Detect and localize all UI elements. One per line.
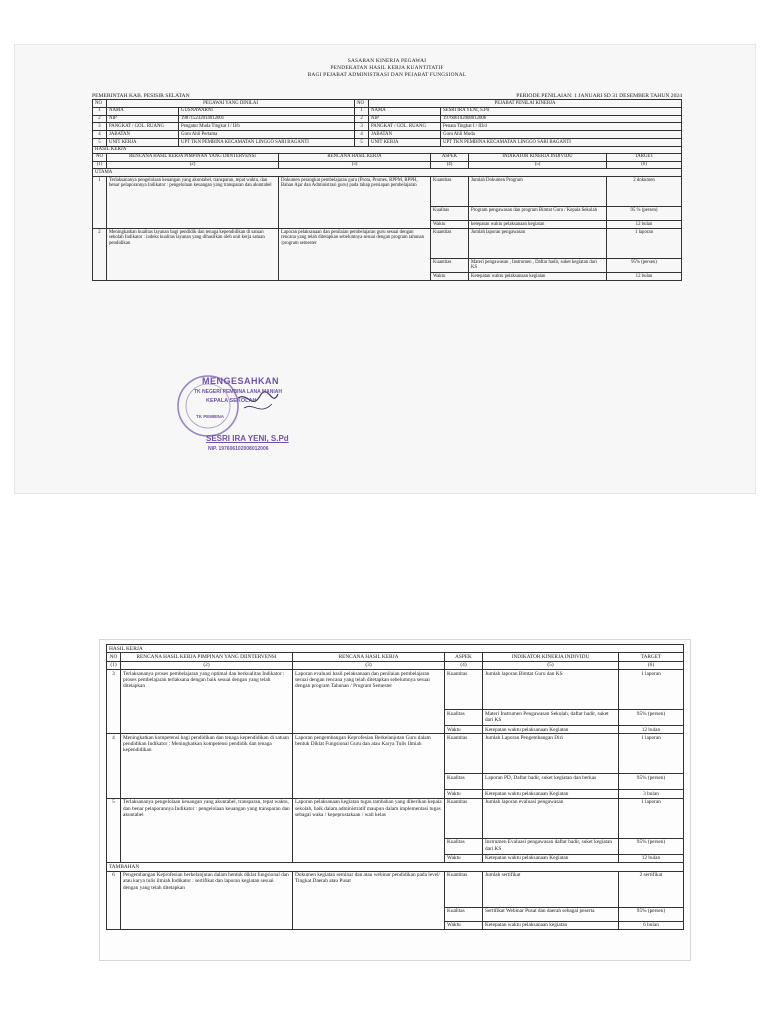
cell-aspek: Waktu xyxy=(445,921,483,929)
cell-indikator: Jumlah laporan Bimtat Guru dan KS xyxy=(483,669,619,709)
cell-pimpinan: Meningkatkan kualitas layanan bagi pendidik dan tenaga kependidikan di satuan sekolah Indikator : indeks kualitas layanan yang dihasilkan oleh unit kerja satuan pendidikan xyxy=(107,229,279,281)
skp-document-page-1 xyxy=(92,58,682,281)
col-number: (6) xyxy=(619,661,684,669)
identity-cell-no: 4 xyxy=(93,131,107,139)
col-header: RENCANA HASIL KERJA xyxy=(279,153,431,161)
work-row xyxy=(107,871,684,907)
col-number: (6) xyxy=(607,161,682,169)
cell-aspek: Kualitas xyxy=(445,774,483,790)
cell-aspek: Kuantitas xyxy=(431,259,469,273)
stamp-role: KEPALA SEKOLAH xyxy=(206,398,257,404)
section-utama: UTAMA xyxy=(93,169,682,177)
cell-aspek: Kuantitas xyxy=(431,177,469,207)
col-header: PEJABAT PENILAI KINERJA xyxy=(369,100,682,108)
col-header: NO xyxy=(107,653,121,661)
identity-cell-value2: UPT TKN PEMBINA KECAMATAN LINGGO SARI BAGANTI xyxy=(441,138,682,146)
cell-aspek: Waktu xyxy=(445,790,483,798)
cell-indikator: Laporan PD, Daftar hadir, suket kegiatan dan berkas xyxy=(483,774,619,790)
stamp-seal-text: TK PEMBINA xyxy=(196,414,224,419)
cell-target: 95% (persen) xyxy=(619,907,684,921)
cell-target: 95% (persen) xyxy=(619,774,684,790)
col-number: (3) xyxy=(293,661,445,669)
identity-cell-label: NIP xyxy=(107,115,179,123)
cell-rencana: Laporan pelaksanaan dan penilaian pembelajaran guru sesuai dengan rencana yang telah ditetapkan sebelumnya sesuai dengan program tahunan /program semester xyxy=(279,229,431,281)
col-number: (2) xyxy=(121,661,293,669)
identity-cell-no: 1 xyxy=(93,107,107,115)
cell-aspek: Kuantitas xyxy=(445,798,483,838)
section-hasil-kerja: HASIL KERJA xyxy=(92,147,682,153)
approval-stamp xyxy=(168,368,316,458)
work-result-table xyxy=(92,153,682,281)
work-result-table-continued xyxy=(106,652,684,930)
cell-indikator: Jumlah sertifikat xyxy=(483,871,619,907)
cell-aspek: Kuantitas xyxy=(445,669,483,709)
identity-cell-label2: JABATAN xyxy=(369,131,441,139)
cell-pimpinan: Meningkatkan kompetensi bagi pendidikan dan tenaga kependidikan di satuan pendidikan Indikator : Meningkatkan kompetensi pendidik dan tenaga kependidikan xyxy=(121,734,293,798)
identity-cell-value: Pengatur Muda Tingkat I / II/b xyxy=(179,123,355,131)
cell-target: 2 dokumen xyxy=(607,177,682,207)
cell-target: 2 sertifikat xyxy=(619,871,684,907)
work-row xyxy=(93,177,682,207)
identity-cell-value2: Penata Tingkat I / III/d xyxy=(441,123,682,131)
identity-cell-value2: Guru Ahli Muda xyxy=(441,131,682,139)
cell-target: 3 bulan xyxy=(619,790,684,798)
identity-cell-no2: 1 xyxy=(355,107,369,115)
cell-pimpinan: Pengembangan Keprofesian berkelanjutan dalam bentuk diklat fungsional dan atau karya tulis ilmiah Indikator : sertifikat dan laporan kegiatan sesuai dengan yang telah ditetapkan xyxy=(121,871,293,929)
cell-target: 12 bulan xyxy=(607,273,682,281)
assessment-period: PERIODE PENILAIAN: 1 JANUARI SD 31 DESEMBER TAHUN 2024 xyxy=(516,93,682,99)
col-header: NO xyxy=(355,100,369,108)
identity-cell-value: Guru Ahli Pertama xyxy=(179,131,355,139)
work-row xyxy=(107,734,684,774)
cell-rencana: Dokumen perangkat pembelajaran guru (Prota, Promes, RPPM, RPPH, Bahan Ajar dan Administrasi guru) pada tahap persiapan pembelajaran xyxy=(279,177,431,229)
identity-cell-label: UNIT KERJA xyxy=(107,138,179,146)
col-header: PEGAWAI YANG DINILAI xyxy=(107,100,355,108)
cell-no: 2 xyxy=(93,229,107,281)
identity-row xyxy=(93,115,682,123)
identity-cell-label: JABATAN xyxy=(107,131,179,139)
cell-target: 95 % (persen) xyxy=(607,207,682,221)
cell-aspek: Kualitas xyxy=(445,907,483,921)
identity-cell-value2: 197606102008012006 xyxy=(441,115,682,123)
skp-document-page-2 xyxy=(106,644,684,930)
identity-cell-label2: NIP xyxy=(369,115,441,123)
cell-indikator: Jumlah Dokumen Program xyxy=(469,177,607,207)
cell-indikator: Sertifikat Webinar Pusat dan daerah sebagai peserta xyxy=(483,907,619,921)
identity-cell-value: GUSNAWARNI xyxy=(179,107,355,115)
col-number: (5) xyxy=(469,161,607,169)
col-number: (1) xyxy=(93,161,107,169)
work-row xyxy=(107,798,684,838)
cell-no: 3 xyxy=(107,669,121,733)
cell-target: 1 laporan xyxy=(619,798,684,838)
cell-aspek: Kuantitas xyxy=(431,229,469,259)
cell-pimpinan: Terlaksananya pengelolaan keuangan yang akuntabel, transparan, tepat waktu, dan benar pelaporannya Indikator : pengelolaan keuangan yang transparan dan akuntabel xyxy=(107,177,279,229)
cell-indikator: Ketepatan waktu pelaksanaan kegiatan xyxy=(469,273,607,281)
col-header: TARGET xyxy=(619,653,684,661)
col-header: RENCANA HASIL KERJA xyxy=(293,653,445,661)
title-line: BAGI PEJABAT ADMINISTRASI DAN PEJABAT FUNGSIONAL xyxy=(307,72,467,78)
identity-cell-no2: 3 xyxy=(355,123,369,131)
cell-target: 12 bulan xyxy=(607,221,682,229)
signatory-name: SESRI IRA YENI, S.Pd xyxy=(206,434,289,443)
identity-cell-label2: NAMA xyxy=(369,107,441,115)
col-number: (2) xyxy=(107,161,279,169)
identity-table xyxy=(92,99,682,147)
cell-target: 1 laporan xyxy=(619,669,684,709)
identity-cell-no2: 5 xyxy=(355,138,369,146)
cell-indikator: Materi pengawasan , Instrumen , Daftar hadir, suket kegiatan dari KS xyxy=(469,259,607,273)
cell-target: 1 laporan xyxy=(619,734,684,774)
cell-indikator: Ketepatan waktu pelaksanaan Kegiatan xyxy=(483,725,619,733)
stamp-school: TK NEGERI PEMBINA LANA MANIAH xyxy=(194,389,282,395)
cell-target: 6 bulan xyxy=(619,921,684,929)
identity-cell-no2: 4 xyxy=(355,131,369,139)
cell-target: 12 bulan xyxy=(619,854,684,862)
col-header: RENCANA HASIL KERJA PIMPINAN YANG DIINTERVENSI xyxy=(121,653,293,661)
cell-indikator: Jumlah laporan pengawasan xyxy=(469,229,607,259)
col-header: INDIKATOR KINERJA INDIVIDU xyxy=(469,153,607,161)
identity-cell-no: 2 xyxy=(93,115,107,123)
cell-rencana: Laporan pengembangan Keprofesian Berkelanjutan Guru dalam bentuk Diklat Fungsional Guru dan atau Karya Tulis Ilmiah xyxy=(293,734,445,798)
cell-indikator: Jumlah Laporan Pengembangan Diri xyxy=(483,734,619,774)
signatory-nip: NIP. 197606102008012006 xyxy=(208,446,269,452)
section-hasil-kerja: HASIL KERJA xyxy=(106,644,684,652)
work-row xyxy=(93,229,682,259)
col-header: TARGET xyxy=(607,153,682,161)
col-number: (3) xyxy=(279,161,431,169)
cell-no: 4 xyxy=(107,734,121,798)
col-header: NO xyxy=(93,100,107,108)
identity-cell-no: 3 xyxy=(93,123,107,131)
cell-indikator: Program pengawasan dan program Bimtat Guru / Kepala Sekolah xyxy=(469,207,607,221)
identity-row xyxy=(93,131,682,139)
cell-aspek: Kuantitas xyxy=(445,734,483,774)
identity-cell-value2: SESRI IRA YENI, S.Pd xyxy=(441,107,682,115)
cell-aspek: Kualitas xyxy=(445,709,483,725)
cell-rencana: Laporan evaluasi hasil pelaksanaan dan penilaian pembelajaran sesuai dengan rencana yang telah ditetapkan sebelumnya sesuai dengan program Tahunan / Program Semester xyxy=(293,669,445,733)
cell-indikator: Ketepatan waktu pelaksanaan Kegiatan xyxy=(483,854,619,862)
identity-cell-label: PANGKAT / GOL. RUANG xyxy=(107,123,179,131)
cell-indikator: Jumlah laporan evaluasi pengawasan xyxy=(483,798,619,838)
cell-aspek: Waktu xyxy=(445,854,483,862)
identity-row xyxy=(93,123,682,131)
cell-aspek: Waktu xyxy=(445,725,483,733)
stamp-title: MENGESAHKAN xyxy=(202,376,280,386)
cell-indikator: ketepatan waktu pelaksanaan kegiatan xyxy=(469,221,607,229)
cell-aspek: Waktu xyxy=(431,273,469,281)
cell-indikator: Ketepatan waktu pelaksanaan Kegiatan xyxy=(483,790,619,798)
work-row xyxy=(107,669,684,709)
identity-cell-label: NAMA xyxy=(107,107,179,115)
cell-pimpinan: Terlaksananya proses pembelajaran yang optimal dan berkualitas Indikator : proses pembelajaran terlaksana dengan baik sesuai dengan yang telah ditetapkan xyxy=(121,669,293,733)
identity-cell-label2: PANGKAT / GOL. RUANG xyxy=(369,123,441,131)
identity-cell-value: UPT TKN PEMBINA KECAMATAN LINGGO SARI BAGANTI xyxy=(179,138,355,146)
title-line: SASARAN KINERJA PEGAWAI xyxy=(347,58,427,64)
cell-aspek: Kuantitas xyxy=(445,871,483,907)
agency-name: PEMERINTAH KAB. PESISIR SELATAN xyxy=(92,93,190,99)
col-number: (1) xyxy=(107,661,121,669)
identity-cell-no2: 2 xyxy=(355,115,369,123)
cell-indikator: Ketepatan waktu pelaksanaan kegiatan xyxy=(483,921,619,929)
cell-no: 6 xyxy=(107,871,121,929)
cell-rencana: Dokumen kegiatan seminar dan atau webinar pendidikan pada level/ Tingkat Daerah atau Pusat xyxy=(293,871,445,929)
cell-target: 95% (persen) xyxy=(619,838,684,854)
identity-cell-value: 198715232014012001 xyxy=(179,115,355,123)
col-number: (4) xyxy=(431,161,469,169)
identity-row xyxy=(93,138,682,146)
section-tambahan: TAMBAHAN xyxy=(107,863,684,871)
col-number: (4) xyxy=(445,661,483,669)
cell-aspek: Waktu xyxy=(431,221,469,229)
cell-pimpinan: Terlaksananya pengelolaan keuangan yang akuntabel, transparan, tepat waktu, dan benar pelaporannya Indikator : pengelolaan keuangan yang transparan dan akuntabel xyxy=(121,798,293,862)
col-header: ASPEK xyxy=(431,153,469,161)
col-header: RENCANA HASIL KERJA PIMPINAN YANG DIINTERVENSI xyxy=(107,153,279,161)
identity-row xyxy=(93,107,682,115)
document-title xyxy=(92,58,682,79)
cell-target: 12 bulan xyxy=(619,725,684,733)
col-header: ASPEK xyxy=(445,653,483,661)
cell-target: 95% (persen) xyxy=(607,259,682,273)
title-line: PENDEKATAN HASIL KERJA KUANTITATIF xyxy=(330,65,444,71)
col-header: INDIKATOR KINERJA INDIVIDU xyxy=(483,653,619,661)
cell-no: 5 xyxy=(107,798,121,862)
cell-rencana: Laporan pelaksanaan kegiatan tugas tambahan yang diberikan kepala sekolah, baik dalam administratif maupun dalam implementasi tugas sebagai waka / kepeprustakaan / wali kelas xyxy=(293,798,445,862)
identity-cell-no: 5 xyxy=(93,138,107,146)
identity-cell-label2: UNIT KERJA xyxy=(369,138,441,146)
col-number: (5) xyxy=(483,661,619,669)
cell-target: 1 laporan xyxy=(607,229,682,259)
cell-target: 95% (persen) xyxy=(619,709,684,725)
cell-aspek: Kualitas xyxy=(431,207,469,221)
col-header: NO xyxy=(93,153,107,161)
cell-no: 1 xyxy=(93,177,107,229)
cell-aspek: Kualitas xyxy=(445,838,483,854)
cell-indikator: Materi Instrumen Pengawasan Sekolah, daftar hadir, suket dari KS xyxy=(483,709,619,725)
cell-indikator: Instrumen Evaluasi pengawasan daftar hadir, suket kegiatan dari KS xyxy=(483,838,619,854)
